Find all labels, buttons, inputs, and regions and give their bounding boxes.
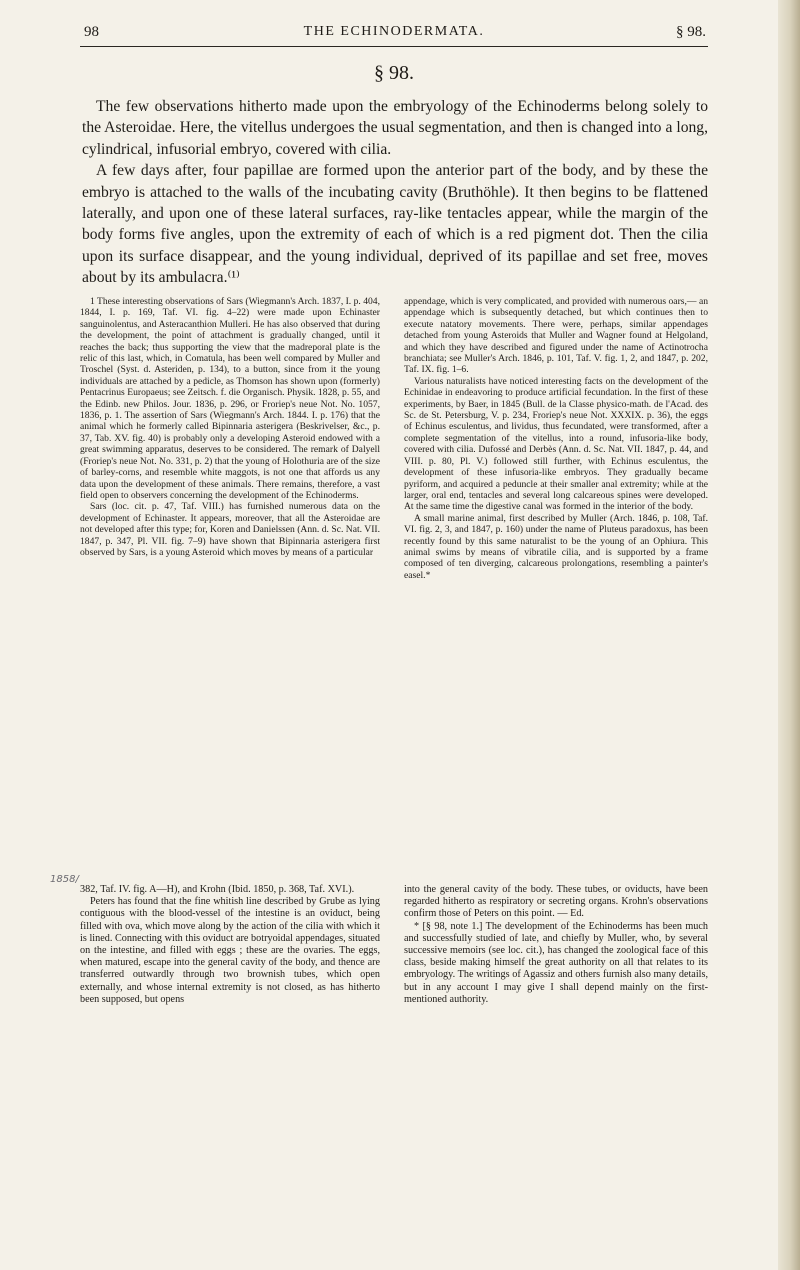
footnote-paragraph: Various naturalists have noticed interesting facts on the development of the Echinidae in endeavoring to produce artificial fecundation. In the first of these experiments, by Baer, in 1845 (Bull. de la Classe physico-math. de l'Acad. des Sc. de St. Petersburg, V. p. 234, Froriep's neue Not. XXXIX. p. 36), the eggs of Echinus esculentus, and lividus, thus fecundated, were transformed, after a complete segmentation of the vitellus, into a round, infusoria-like body, covered with cilia. Dufossé and Derbès (Ann. d. Sc. Nat. VII. 1847, p. 44, and VIII. p. 80, Pl. V.) followed still further, with Echinus esculentus, the development of these infusoria-like embryos. They gradually became pyriform, and acquired a peduncle at their smaller anal extremity; while at the larger, oral end, tentacles and several long calcareous spines were developed. At the same time the digestive canal was formed in the interior of the body. [404, 375, 708, 513]
footnote-paragraph: Sars (loc. cit. p. 47, Taf. VIII.) has furnished numerous data on the development of Echinaster. It appears, moreover, that all the Asteroidae are not developed after this type; for, Koren and Danielssen (Ann. d. Sc. Nat. VII. 1847, p. 347, Pl. VII. fig. 7–9) have shown that Bipinnaria asterigera first observed by Sars, is a young Asteroid which moves by means of a particular [80, 501, 380, 558]
margin-annotation: 1858/ [50, 874, 79, 885]
footnote-paragraph: 382, Taf. IV. fig. A—H), and Krohn (Ibid. 1850, p. 368, Taf. XVI.). [80, 884, 355, 895]
page-edge [778, 0, 800, 1270]
main-paragraph: A few days after, four papillae are formed upon the anterior part of the body, and by these the embryo is attached to the walls of the incubating cavity (Bruthöhle). It then begins to be flattened laterally, and upon one of these lateral surfaces, ray-like tentacles appear, while the margin of the body forms five angles, upon the extremity of each of which is a red pigment dot. Then the cilia upon its surface disappear, and the young individual, deprived of its papillae and set free, moves about by its ambulacra.⁽¹⁾ [82, 162, 708, 287]
footnote-column-left [80, 296, 380, 558]
running-head [80, 20, 708, 47]
footnote-paragraph: * [§ 98, note 1.] The development of the Echinoderms has been much and successfully studied of late, and chiefly by Muller, who, by several successive memoirs (see loc. cit.), has changed the zoological face of this class, beside making himself the great authority on all that relates to its embryology. The writings of Agassiz and others furnish also many details, but in any account I may give I shall depend mainly on the first-mentioned authority. [404, 920, 708, 1005]
footnote-paragraph: A small marine animal, first described by Muller (Arch. 1846, p. 108, Taf. VI. fig. 2, 3, and 1847, p. 160) under the name of Pluteus paradoxus, has been recently found by this same naturalist to be the young of an Ophiura. This animal swims by means of vibratile cilia, and is supported by a frame composed of ten diverging, calcareous prolongations, resembling a painter's easel.* [404, 512, 708, 581]
running-title: THE ECHINODERMATA. [303, 24, 485, 39]
footnote-column-right [404, 884, 708, 1006]
footnote-paragraph: Peters has found that the fine whitish line described by Grube as lying contiguous with the blood-vessel of the intestine is an oviduct, being filled with ova, which move along by the action of the cilia with which it is lined. Connecting with this oviduct are botryoidal appendages, situated on the intestine, and filled with eggs ; these are the ovaries. The eggs, when matured, escape into the general cavity of the body, and thence are transferred outwardly through two brownish tubes, which open externally, and whose internal extremity is not closed, as has hitherto been supposed, but opens [80, 896, 380, 1005]
page-number: 98 [84, 24, 99, 40]
footnote-paragraph: into the general cavity of the body. These tubes, or oviducts, have been regarded hitherto as respiratory or secreting organs. Krohn's observations confirm those of Peters on this point. — Ed. [404, 884, 708, 920]
main-text [82, 96, 708, 289]
running-section: § 98. [676, 24, 706, 40]
footnote-paragraph: 1 These interesting observations of Sars (Wiegmann's Arch. 1837, I. p. 404, 1844, I. p. 169, Taf. VI. fig. 4–22) were made upon Echinaster sanguinolentus, and Asteracanthion Mulleri. He has also observed that during the development, the point of attachment is gradually changed, until it reaches the back; thus supporting the view that the madreporal plate is the relic of this last, which, in Comatula, has been well compared by Muller and Troschel (Syst. d. Asteriden, p. 134), to a button, since from it the young individuals are attached by a pedicle, as Thomson has shown upon (formerly) Pentacrinus Europaeus; see Zeitsch. f. die Organisch. Physik. 1828, p. 55, and the Edinb. new Philos. Jour. 1836, p. 296, or Froriep's neue Not. No. 1057, 1836, p. 1. The assertion of Sars (Wiegmann's Arch. 1844. I. p. 176) that the animal which he formerly called Bipinnaria asterigera (Beskrivelser, &c., p. 37, Tab. XV. fig. 40) is probably only a developing Asteroid endowed with a great swimming apparatus, deserves to be considered. The remark of Dalyell (Froriep's neue Not. No. 331, p. 2) that the young of Holothuria are of the size of barley-corns, and resemble white maggots, is not one that affords us any data upon the development of these animals. There remains, therefore, a vast field open to observers concerning the development of the Echinoderms. [80, 296, 380, 501]
footnote-column-right [404, 296, 708, 581]
main-paragraph: The few observations hitherto made upon the embryology of the Echinoderms belong solely to the Asteroidae. Here, the vitellus undergoes the usual segmentation, and then is changed into a long, cylindrical, infusorial embryo, covered with cilia. [82, 98, 708, 158]
footnote-paragraph: appendage, which is very complicated, and provided with numerous oars,— an appendage which is subsequently detached, but which continues then to execute natatory movements. There were, perhaps, similar appendages detached from young Asteroids that Muller and Wagner found at Helgoland, and which they have described and figured under the name of Actinotrocha branchiata; see Muller's Arch. 1846, p. 101, Taf. V. fig. 1, 2, and 1847, p. 202, Taf. IX. fig. 1–6. [404, 296, 708, 376]
section-heading: § 98. [374, 62, 414, 84]
footnote-column-left [80, 884, 380, 1006]
